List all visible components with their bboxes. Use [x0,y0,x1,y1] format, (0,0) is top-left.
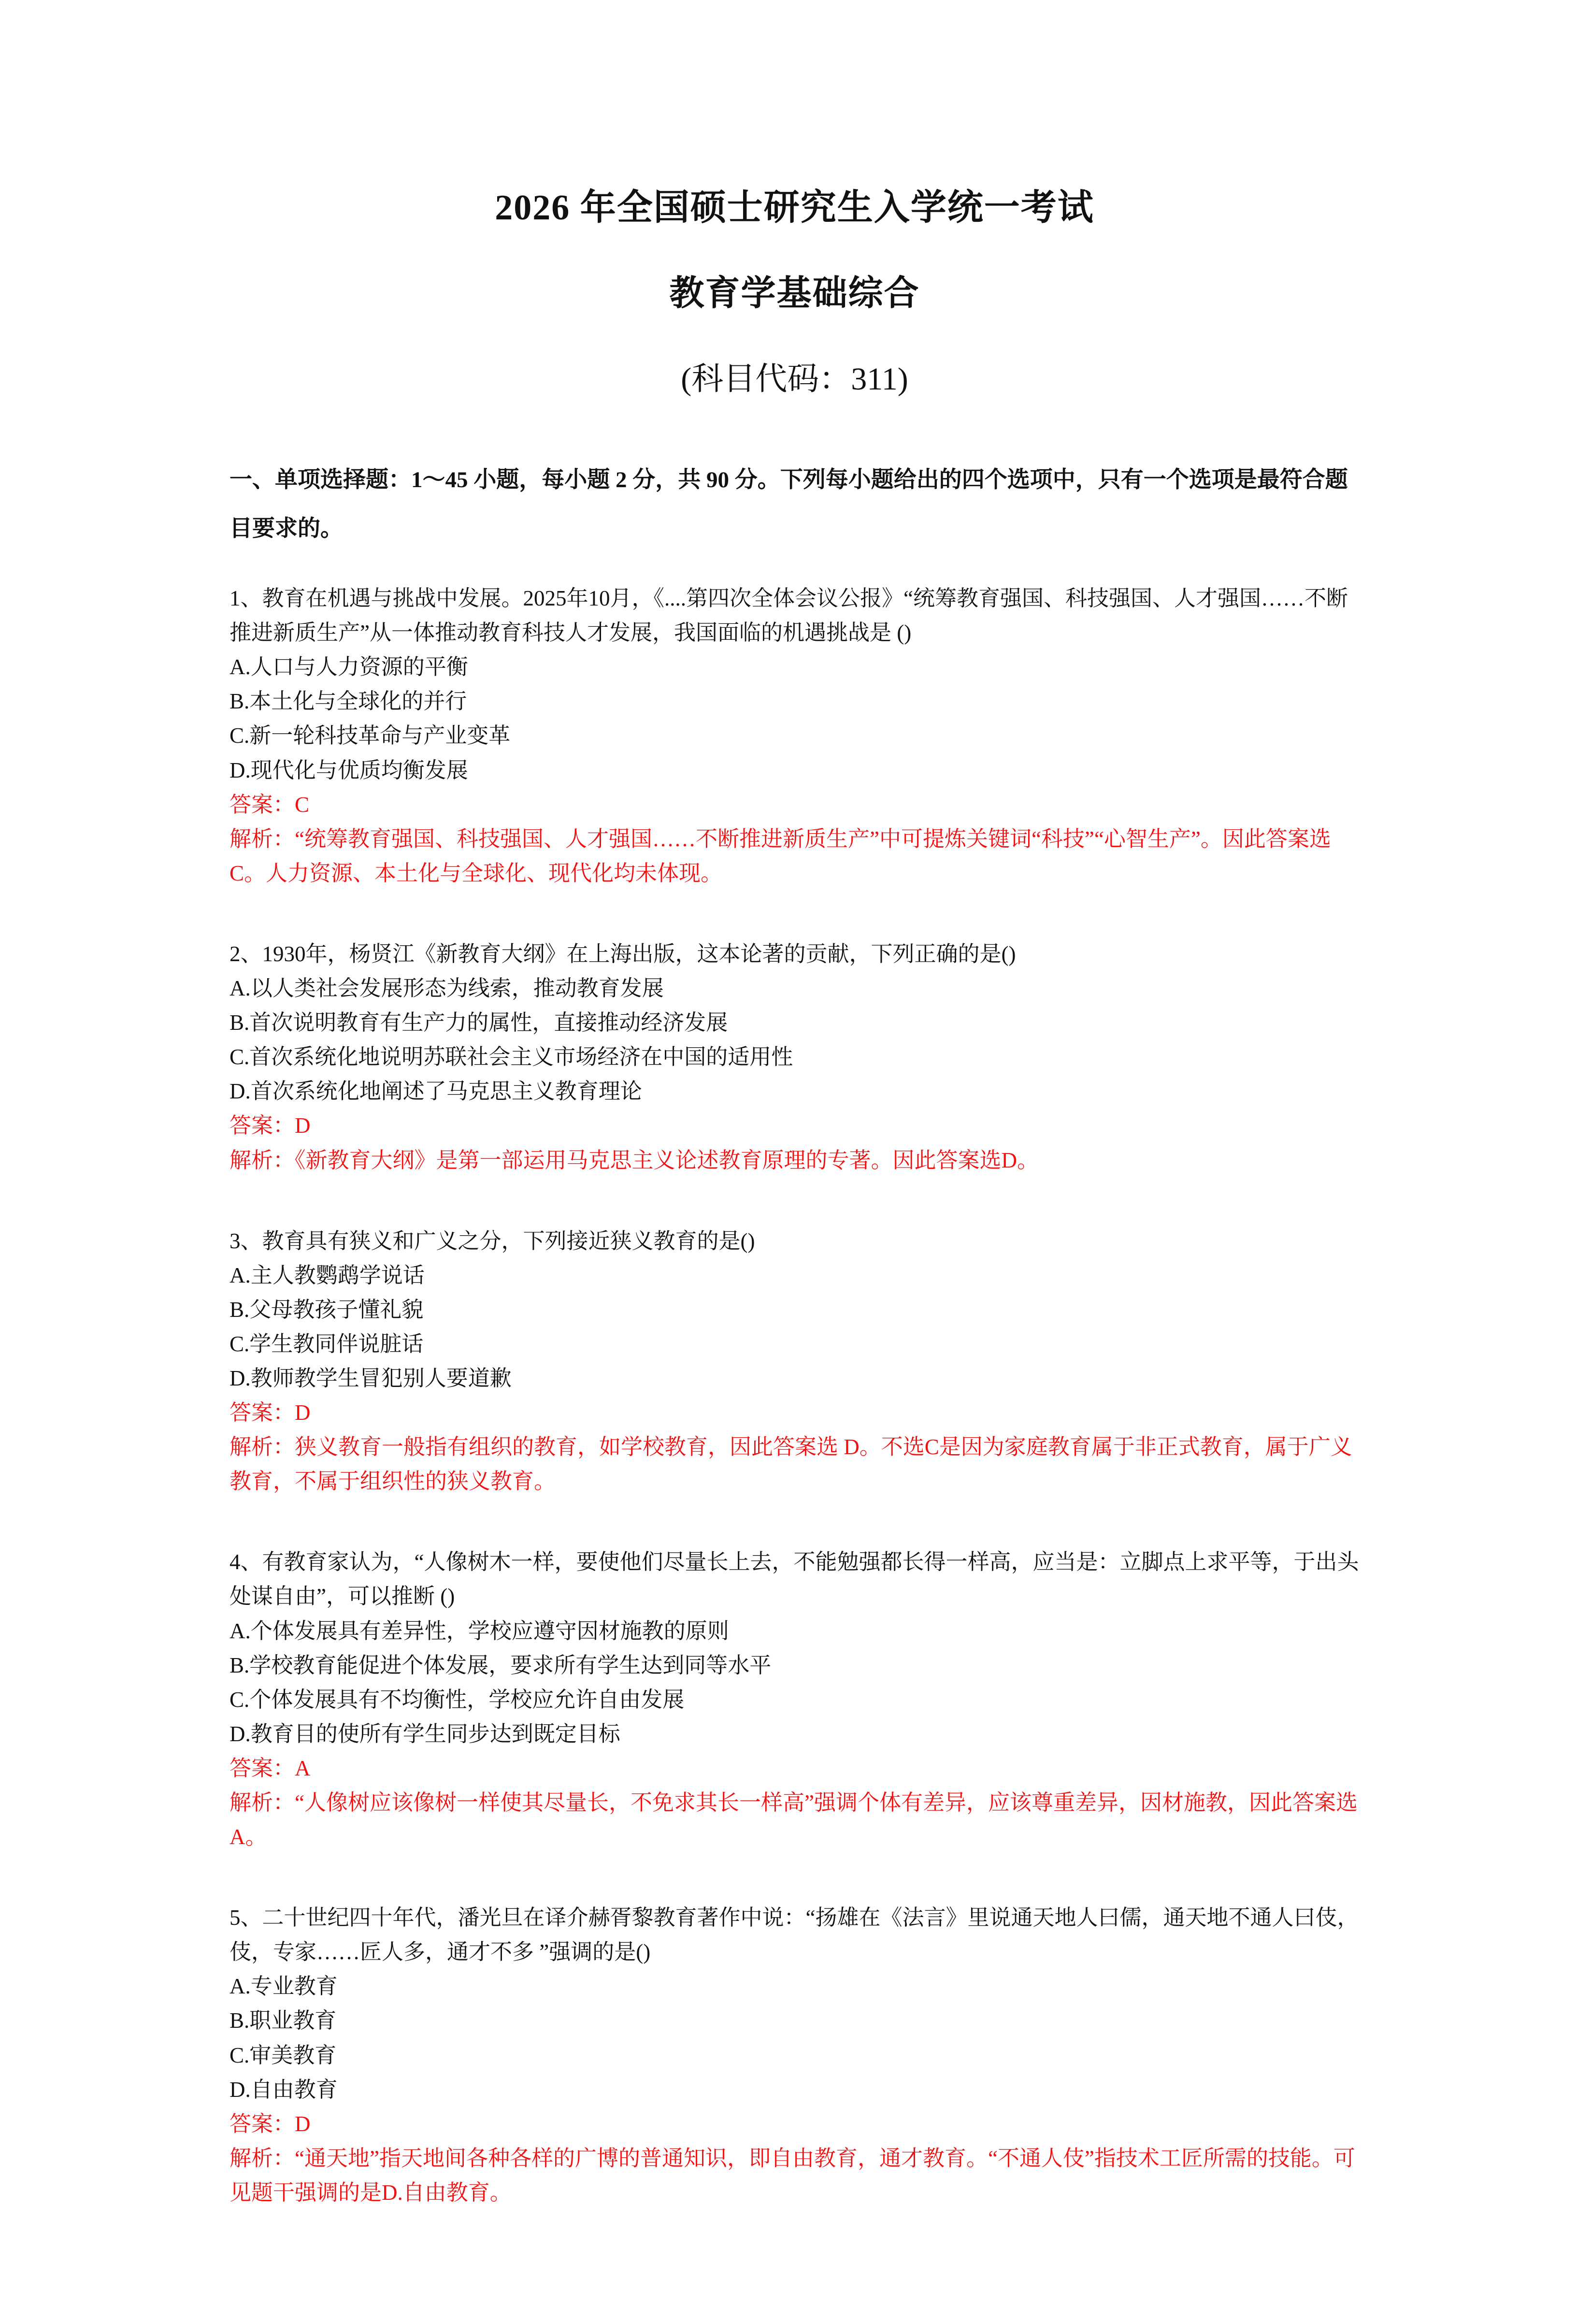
question-option-b: B.父母教孩子懂礼貌 [229,1297,424,1322]
question-option-d: D.首次系统化地阐述了马克思主义教育理论 [229,1079,642,1104]
exam-code: (科目代码：311) [681,361,908,397]
question-option-b: B.首次说明教育有生产力的属性，直接推动经济发展 [229,1010,728,1035]
question-stem: 1、教育在机遇与挑战中发展。2025年10月，《....第四次全体会议公报》“统筹教育强国、科技强国、人才强国……不断推进新质生产”从一体推动教育科技人才发展，我国面临的机遇挑战是 () [229,586,1348,645]
question-option-d: D.现代化与优质均衡发展 [229,758,468,782]
question-option-a: A.以人类社会发展形态为线索，推动教育发展 [229,976,664,1001]
question-block-5 [229,1901,1360,2210]
question-option-c: C.个体发展具有不均衡性，学校应允许自由发展 [229,1687,685,1712]
section-instructions: 一、单项选择题：1～45 小题，每小题 2 分，共 90 分。下列每小题给出的四个选项中，只有一个选项是最符合题目要求的。 [229,467,1348,542]
question-option-a: A.专业教育 [229,1974,338,1999]
question-option-c: C.审美教育 [229,2043,337,2067]
analysis-line: 解析：“通天地”指天地间各种各样的广博的普通知识，即自由教育，通才教育。“不通人伎”指技术工匠所需的技能。可见题干强调的是D.自由教育。 [229,2146,1355,2205]
question-option-a: A.人口与人力资源的平衡 [229,655,468,679]
question-block-4 [229,1545,1360,1854]
exam-subject: 教育学基础综合 [669,274,920,313]
answer-line: 答案：D [229,1400,311,1425]
question-stem: 3、教育具有狭义和广义之分，下列接近狭义教育的是() [229,1228,755,1253]
question-option-b: B.职业教育 [229,2008,337,2033]
analysis-line: 解析：“人像树应该像树一样使其尽量长，不免求其长一样高”强调个体有差异，应该尊重差异，因材施教，因此答案选 A。 [229,1790,1358,1849]
question-option-d: D.自由教育 [229,2077,338,2102]
analysis-line: 解析：“统筹教育强国、科技强国、人才强国……不断推进新质生产”中可提炼关键词“科技”“心智生产”。因此答案选C。人力资源、本土化与全球化、现代化均未体现。 [229,826,1331,885]
question-option-d: D.教育目的使所有学生同步达到既定目标 [229,1721,620,1746]
question-block-3 [229,1224,1360,1499]
exam-title: 2026 年全国硕士研究生入学统一考试 [495,188,1094,228]
question-stem: 5、二十世纪四十年代，潘光旦在译介赫胥黎教育著作中说：“扬雄在《法言》里说通天地人曰儒，通天地不通人曰伎，伎，专家……匠人多，通才不多 ”强调的是() [229,1905,1359,1964]
question-option-c: C.学生教同伴说脏话 [229,1331,424,1356]
question-block-1 [229,581,1360,891]
question-option-c: C.新一轮科技革命与产业变革 [229,723,511,748]
analysis-line: 解析：狭义教育一般指有组织的教育，如学校教育，因此答案选 D。不选C是因为家庭教育属于非正式教育，属于广义教育，不属于组织性的狭义教育。 [229,1435,1352,1494]
question-option-c: C.首次系统化地说明苏联社会主义市场经济在中国的适用性 [229,1045,793,1069]
question-stem: 2、1930年，杨贤江《新教育大纲》在上海出版，这本论著的贡献，下列正确的是() [229,941,1016,966]
answer-line: 答案：D [229,1113,311,1138]
question-option-b: B.本土化与全球化的并行 [229,689,467,714]
analysis-line: 解析：《新教育大纲》是第一部运用马克思主义论述教育原理的专著。因此答案选D。 [229,1148,1039,1172]
question-option-a: A.个体发展具有差异性，学校应遵守因材施教的原则 [229,1618,729,1643]
question-option-a: A.主人教鹦鹉学说话 [229,1263,425,1287]
answer-line: 答案：C [229,792,310,817]
question-option-b: B.学校教育能促进个体发展，要求所有学生达到同等水平 [229,1653,772,1677]
answer-line: 答案：A [229,1756,311,1780]
question-block-2 [229,937,1360,1178]
question-option-d: D.教师教学生冒犯别人要道歉 [229,1366,512,1390]
answer-line: 答案：D [229,2111,311,2136]
paper-header [229,179,1360,399]
question-stem: 4、有教育家认为，“人像树木一样，要使他们尽量长上去，不能勉强都长得一样高，应当是：立脚点上求平等，于出头处谋自由”，可以推断 () [229,1550,1359,1609]
